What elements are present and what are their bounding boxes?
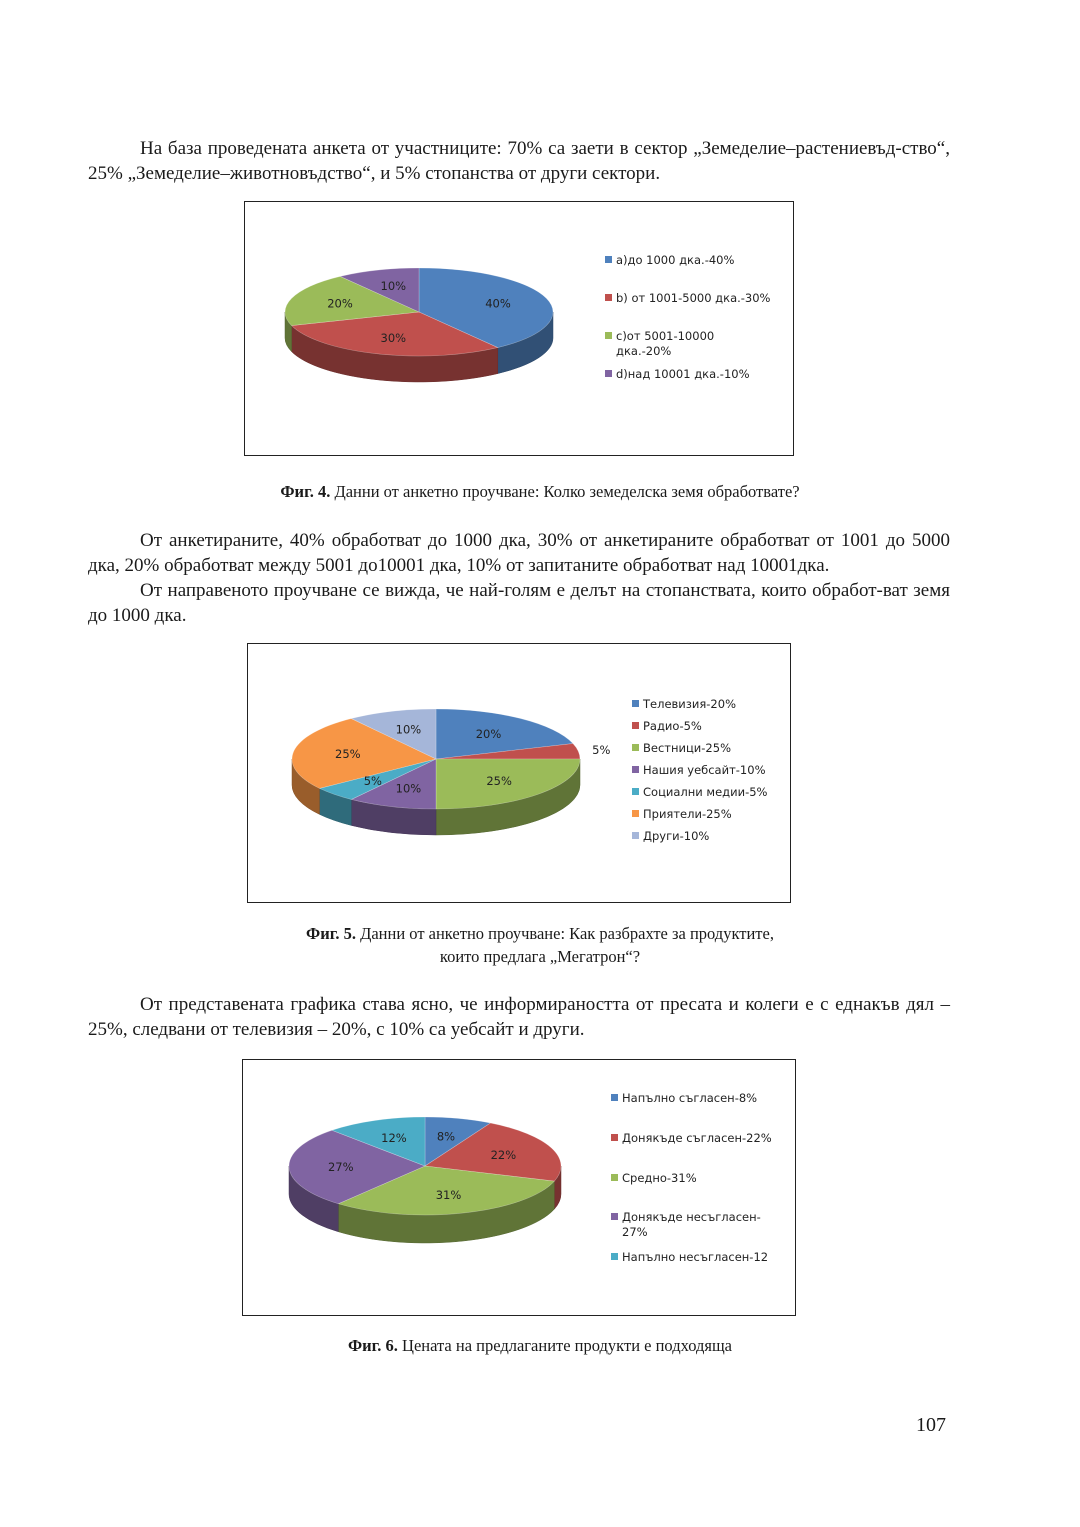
legend-label-4: Нашия уебсайт-10% xyxy=(643,763,766,777)
paragraph-2-text: От анкетираните, 40% обработват до 1000 дка, 30% от анкетираните обработват от 1001 до 5000 дка, 20% обработват между 5001 до10001 дка, 10% от запитаните обработват над 10001дка. xyxy=(88,530,950,576)
legend-swatch-2 xyxy=(605,294,612,301)
pie-chart-sources xyxy=(248,644,792,904)
legend-label-5: Напълно несъгласен-12 xyxy=(622,1250,769,1264)
legend-item-2 xyxy=(632,719,702,733)
legend-label-2: b) от 1001-5000 дка.-30% xyxy=(616,291,771,305)
legend-item-3 xyxy=(605,329,718,358)
legend-swatch-4 xyxy=(605,370,612,377)
legend-swatch-7 xyxy=(632,832,639,839)
pie-data-label-6: 25% xyxy=(335,747,361,762)
legend-swatch-6 xyxy=(632,810,639,817)
legend-item-1 xyxy=(632,697,736,711)
legend-item-1 xyxy=(605,253,734,267)
pie-data-label-2: 30% xyxy=(380,330,407,345)
legend-item-3 xyxy=(611,1171,697,1185)
legend-item-3 xyxy=(632,741,731,755)
legend-label-1: Телевизия-20% xyxy=(643,697,736,711)
legend-label-3: Средно-31% xyxy=(622,1171,697,1185)
legend-swatch-3 xyxy=(605,332,612,339)
legend-swatch-1 xyxy=(605,256,612,263)
pie-data-label-1: 40% xyxy=(485,296,511,311)
figure-6-caption xyxy=(0,1334,1080,1357)
pie-data-label-4: 10% xyxy=(380,279,407,294)
paragraph-1-text: На база проведената анкета от участниците: 70% са заети в сектор „Земеделие–растениевъд-ство“, 25% „Земеделие–животновъдство“, и 5% стопанства от други сектори. xyxy=(88,138,950,184)
figure-5-caption-text-2: които предлага „Мегатрон“? xyxy=(439,947,641,966)
legend-item-1 xyxy=(611,1091,757,1105)
figure-5-label: Фиг. 5. xyxy=(306,924,356,943)
legend-swatch-5 xyxy=(632,788,639,795)
paragraph-3 xyxy=(88,578,950,628)
pie-data-label-1: 20% xyxy=(475,726,502,741)
legend-swatch-3 xyxy=(632,744,639,751)
legend-swatch-4 xyxy=(632,766,639,773)
pie-data-label-5: 12% xyxy=(381,1130,407,1145)
figure-5-caption-line2 xyxy=(0,945,1080,968)
paragraph-3-text: От направеното проучване се вижда, че най-голям е делът на стопанствата, които обработ-ват земя до 1000 дка. xyxy=(88,580,950,626)
figure-4-chart xyxy=(244,201,794,456)
legend-item-5 xyxy=(611,1250,768,1264)
legend-item-5 xyxy=(632,785,768,799)
pie-data-label-7: 10% xyxy=(395,722,422,737)
figure-5-chart xyxy=(247,643,791,903)
legend-item-4 xyxy=(611,1210,761,1239)
figure-4-caption xyxy=(0,480,1080,503)
figure-6-caption-text: Цената на предлаганите продукти е подходяща xyxy=(397,1336,733,1355)
legend-label-6: Приятели-25% xyxy=(643,807,732,821)
legend-label-4: d)над 10001 дка.-10% xyxy=(616,367,750,381)
legend-label-1: a)до 1000 дка.-40% xyxy=(616,253,735,267)
legend-item-2 xyxy=(611,1131,772,1145)
legend-swatch-2 xyxy=(611,1134,618,1141)
figure-6-label: Фиг. 6. xyxy=(347,1336,398,1355)
figure-4-label: Фиг. 4. xyxy=(280,482,331,501)
pie-data-label-4: 10% xyxy=(395,781,422,796)
page-number: 107 xyxy=(916,1414,946,1436)
legend-label-7: Други-10% xyxy=(643,829,710,843)
legend-swatch-1 xyxy=(632,700,639,707)
legend-label-5: Социални медии-5% xyxy=(643,785,768,799)
legend-swatch-1 xyxy=(611,1094,618,1101)
pie-chart-land xyxy=(245,202,795,457)
paragraph-4 xyxy=(88,992,950,1042)
pie-data-label-4: 27% xyxy=(327,1159,354,1174)
legend-item-4 xyxy=(632,763,766,777)
legend-label-3: c)от 5001-10000 дка.-20% xyxy=(616,329,718,358)
pie-data-label-2: 5% xyxy=(592,743,611,758)
pie-data-label-2: 22% xyxy=(490,1147,517,1162)
legend-item-7 xyxy=(632,829,709,843)
legend-label-2: Радио-5% xyxy=(643,719,702,733)
paragraph-2 xyxy=(88,528,950,578)
figure-4-caption-text: Данни от анкетно проучване: Колко земеделска земя обработвате? xyxy=(330,482,800,501)
legend-item-4 xyxy=(605,367,750,381)
legend-swatch-5 xyxy=(611,1253,618,1260)
legend-item-6 xyxy=(632,807,732,821)
pie-data-label-1: 8% xyxy=(436,1129,456,1144)
pie-chart-price xyxy=(243,1060,797,1317)
pie-data-label-3: 20% xyxy=(327,296,353,311)
legend-label-4: Донякъде несъгласен-27% xyxy=(622,1210,761,1239)
legend-swatch-3 xyxy=(611,1174,618,1181)
figure-6-chart xyxy=(242,1059,796,1316)
figure-5-caption-text: Данни от анкетно проучване: Как разбрахте за продуктите, xyxy=(355,924,774,943)
figure-5-caption xyxy=(0,922,1080,945)
legend-label-3: Вестници-25% xyxy=(643,741,731,755)
legend-label-2: Донякъде съгласен-22% xyxy=(622,1131,772,1145)
legend-label-1: Напълно съгласен-8% xyxy=(622,1091,758,1105)
legend-item-2 xyxy=(605,291,771,305)
paragraph-1 xyxy=(88,136,950,186)
pie-data-label-5: 5% xyxy=(363,773,382,788)
legend-swatch-2 xyxy=(632,722,639,729)
legend-swatch-4 xyxy=(611,1213,618,1220)
pie-data-label-3: 31% xyxy=(435,1188,462,1203)
pie-data-label-3: 25% xyxy=(486,773,512,788)
paragraph-4-text: От представената графика става ясно, че информираността от пресата и колеги е с еднакъв дял – 25%, следвани от телевизия – 20%, с 10% са уебсайт и други. xyxy=(88,994,950,1040)
